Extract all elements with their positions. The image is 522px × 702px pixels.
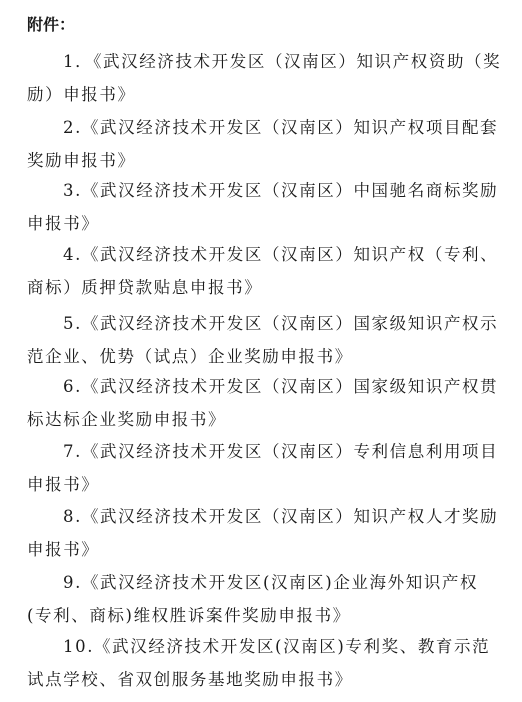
attachment-item-10-line-2: 试点学校、省双创服务基地奖励申报书》 <box>27 670 353 689</box>
attachment-item-7-line-2: 申报书》 <box>27 475 100 494</box>
attachment-item-6-line-2: 标达标企业奖励申报书》 <box>27 410 227 429</box>
attachment-item-4-line-2: 商标）质押贷款贴息申报书》 <box>27 278 263 297</box>
attachment-item-5-line-1: 5.《武汉经济技术开发区（汉南区）国家级知识产权示 <box>63 314 499 333</box>
attachment-item-9-line-1: 9.《武汉经济技术开发区(汉南区)企业海外知识产权 <box>63 573 479 592</box>
attachment-item-9-line-2: (专利、商标)维权胜诉案件奖励申报书》 <box>27 606 351 625</box>
attachment-item-3-line-1: 3.《武汉经济技术开发区（汉南区）中国驰名商标奖励 <box>63 181 499 200</box>
attachment-item-8-line-2: 申报书》 <box>27 540 100 559</box>
attachment-item-4-line-1: 4.《武汉经济技术开发区（汉南区）知识产权（专利、 <box>63 245 499 264</box>
attachment-item-5-line-2: 范企业、优势（试点）企业奖励申报书》 <box>27 347 353 366</box>
attachment-item-2-line-2: 奖励申报书》 <box>27 151 136 170</box>
attachment-heading: 附件： <box>27 15 76 34</box>
attachment-item-8-line-1: 8.《武汉经济技术开发区（汉南区）知识产权人才奖励 <box>63 507 499 526</box>
attachment-item-10-line-1: 10.《武汉经济技术开发区(汉南区)专利奖、教育示范 <box>63 637 491 656</box>
attachment-item-7-line-1: 7.《武汉经济技术开发区（汉南区）专利信息利用项目 <box>63 442 499 461</box>
attachment-item-3-line-2: 申报书》 <box>27 214 100 233</box>
attachment-item-6-line-1: 6.《武汉经济技术开发区（汉南区）国家级知识产权贯 <box>63 377 499 396</box>
attachment-item-1-line-2: 励）申报书》 <box>27 85 136 104</box>
attachment-item-1-line-1: 1．《武汉经济技术开发区（汉南区）知识产权资助（奖 <box>63 52 502 71</box>
attachment-item-2-line-1: 2.《武汉经济技术开发区（汉南区）知识产权项目配套 <box>63 118 499 137</box>
